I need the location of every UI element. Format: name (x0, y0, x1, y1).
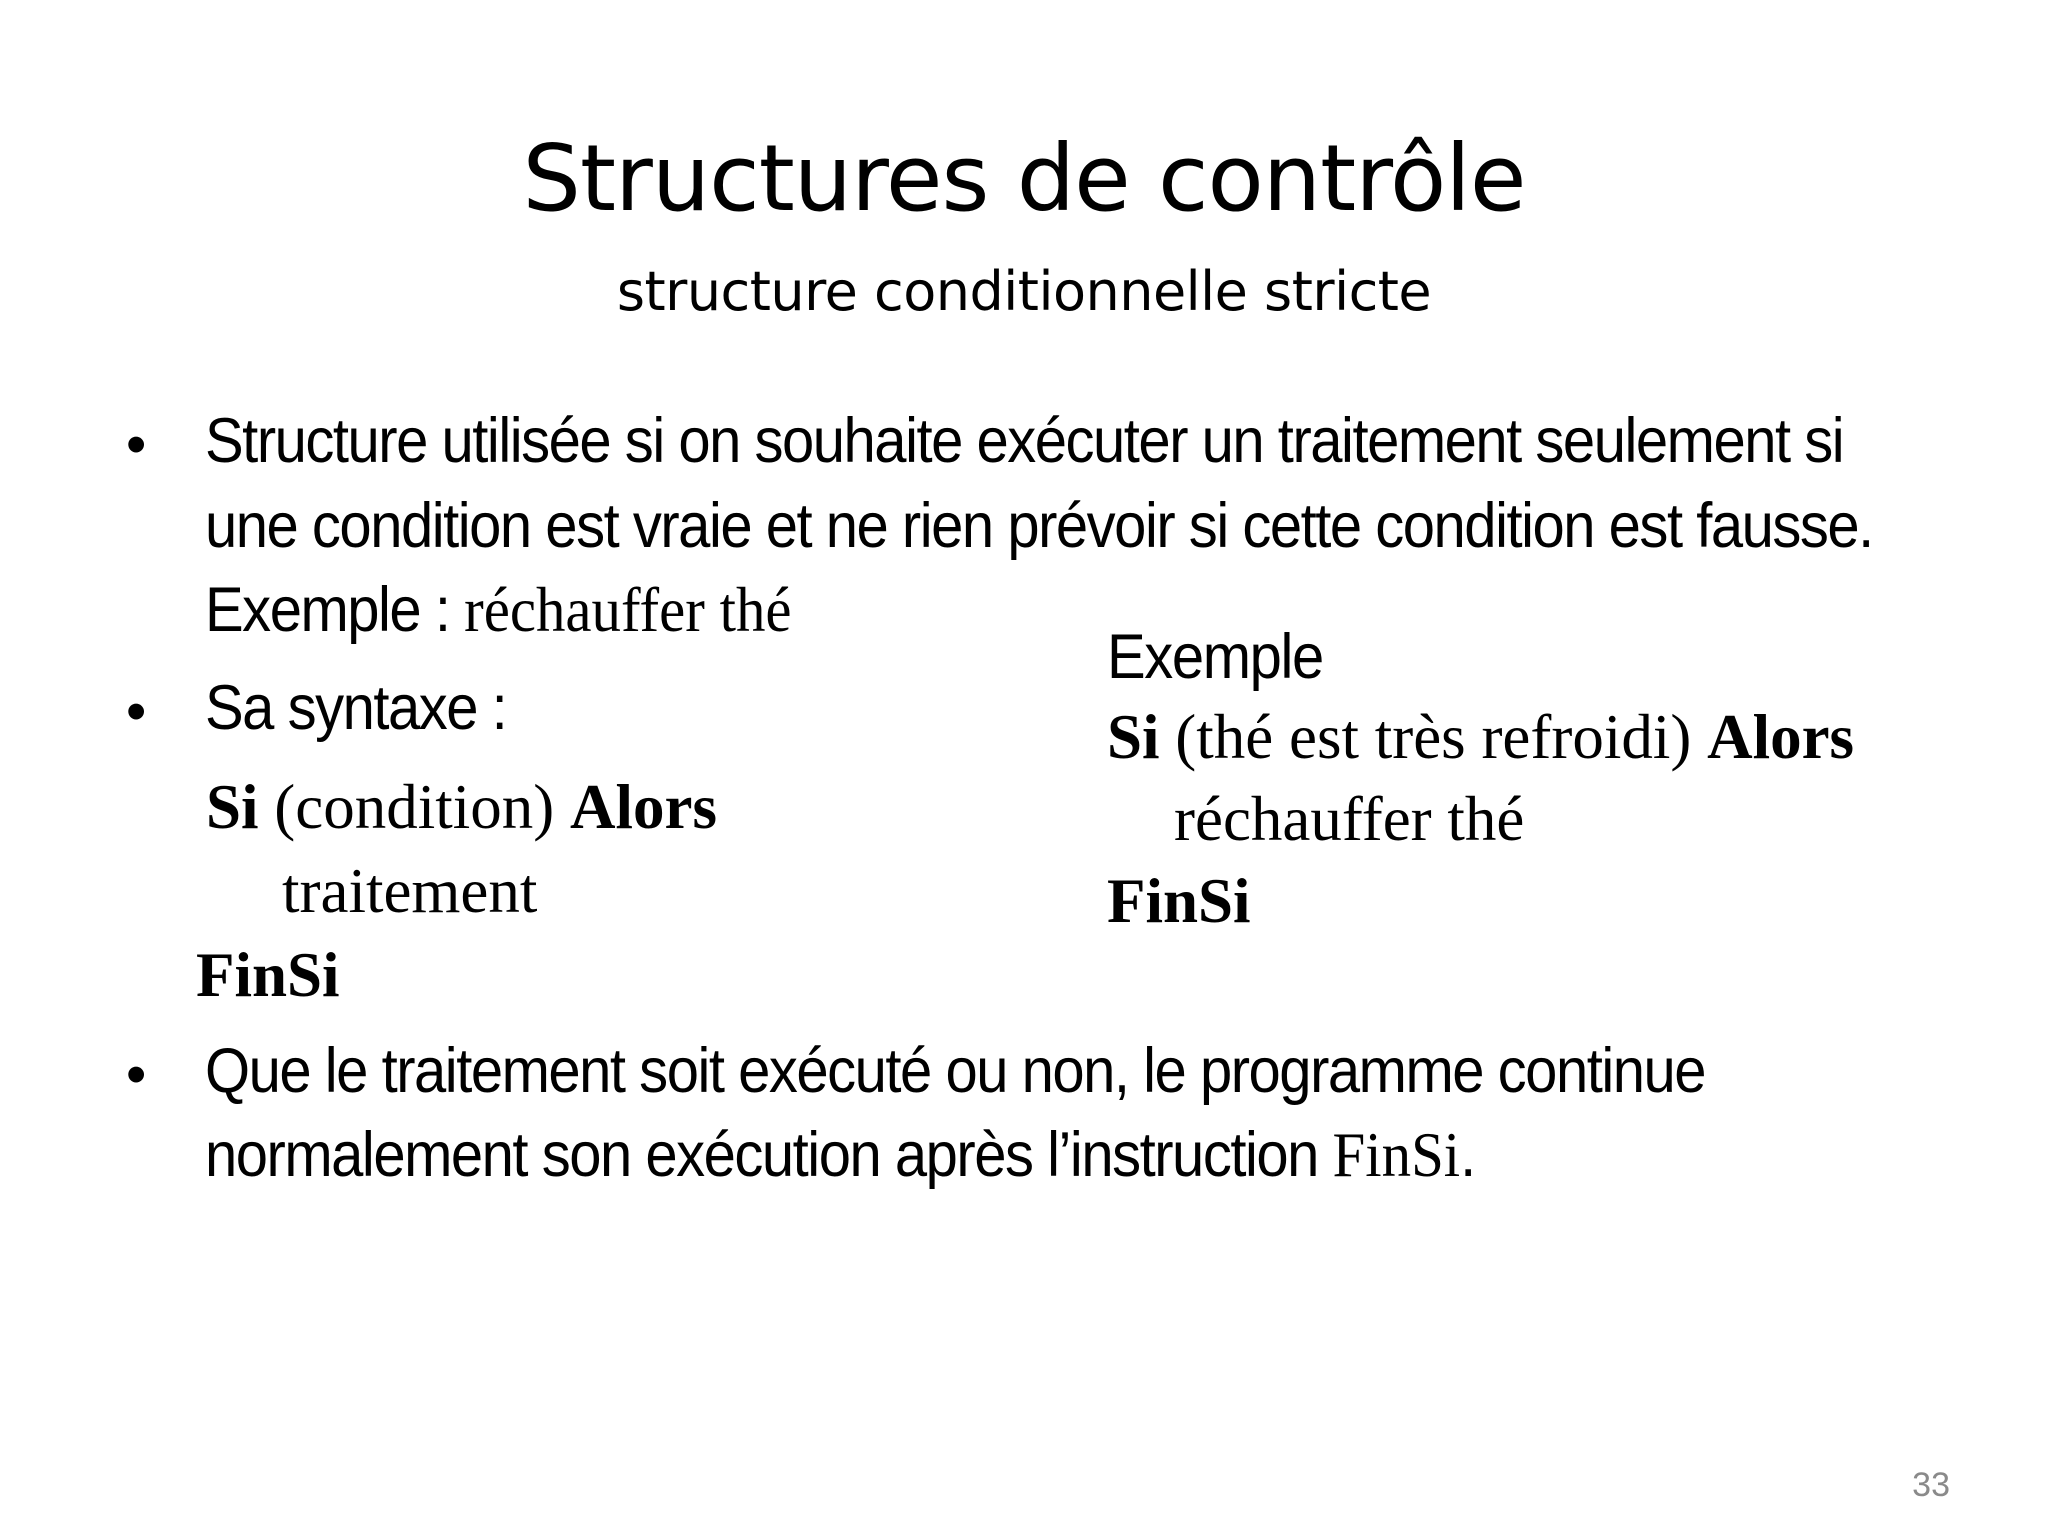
finsi-inline-keyword: FinSi (1332, 1119, 1461, 1190)
syntax-end-keyword: FinSi (196, 940, 340, 1010)
bullet-1-line-2: une condition est vraie et ne rien prévoir si cette condition est fausse. (205, 491, 1873, 561)
example-end-keyword: FinSi (1107, 866, 1251, 936)
bullet-1-line-1: Structure utilisée si on souhaite exécuter un traitement seulement si (205, 406, 1844, 476)
bullet-3-line-2-text: normalement son exécution après l’instruction (205, 1120, 1333, 1190)
bullet-3-ending: . (1460, 1120, 1475, 1190)
slide-subtitle: structure conditionnelle stricte (616, 260, 1432, 323)
bullet-icon: • (126, 412, 147, 477)
bullet-icon: • (126, 1042, 147, 1107)
example-prefix: Exemple : (205, 575, 465, 645)
bullet-2-text: Sa syntaxe : (205, 673, 507, 743)
example-block-label: Exemple (1107, 622, 1323, 692)
slide-title: Structures de contrôle (522, 125, 1526, 232)
example-condition: (thé est très refroidi) (1159, 702, 1708, 772)
example-then-keyword: Alors (1707, 702, 1855, 772)
example-body: réchauffer thé (1174, 784, 1525, 854)
syntax-if-line (206, 772, 717, 842)
page-number: 33 (1912, 1466, 1950, 1504)
example-if-line (1107, 702, 1855, 772)
example-text: réchauffer thé (464, 574, 792, 645)
bullet-1-example (205, 574, 792, 645)
syntax-then-keyword: Alors (569, 772, 717, 842)
example-end (1107, 866, 1251, 936)
bullet-icon: • (126, 679, 147, 744)
syntax-if-keyword: Si (206, 772, 259, 842)
syntax-condition: (condition) (258, 772, 570, 842)
example-if-keyword: Si (1107, 702, 1160, 772)
bullet-3-line-1: Que le traitement soit exécuté ou non, le programme continue (205, 1036, 1706, 1106)
bullet-3-line-2 (205, 1119, 1475, 1190)
syntax-body: traitement (282, 856, 538, 926)
syntax-end (196, 940, 340, 1010)
